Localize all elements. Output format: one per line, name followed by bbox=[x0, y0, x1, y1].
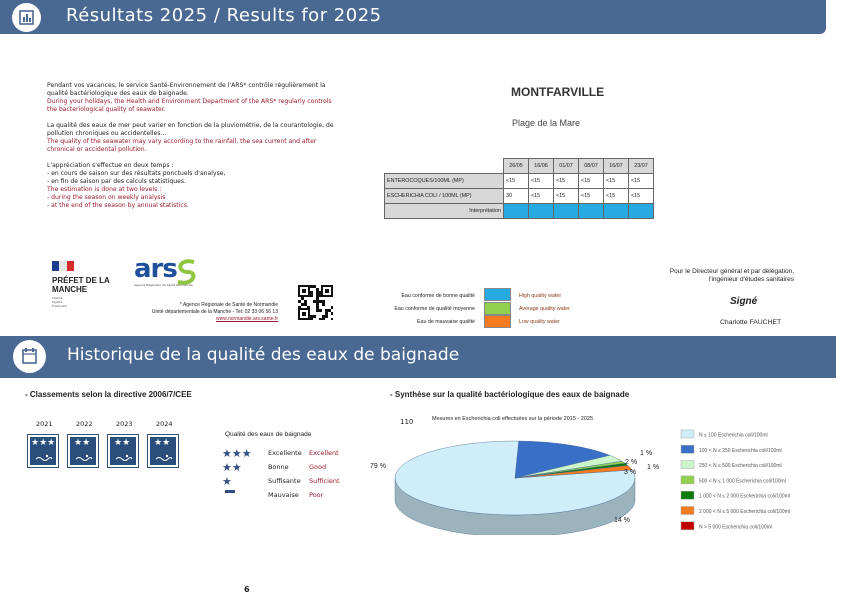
legend-label: N ≤ 100 Escherichia coli/100ml bbox=[699, 432, 768, 439]
star-icon: ★★★ bbox=[222, 447, 252, 460]
star-icon: ★★ bbox=[154, 438, 171, 448]
legend-label: 250 < N ≤ 500 Escherichia coli/100ml bbox=[699, 463, 782, 470]
date-header: 01/07 bbox=[554, 159, 579, 174]
classement-medal-2023 bbox=[107, 434, 139, 468]
intro-fr-3a: L'appréciation s'effectue en deux temps : bbox=[47, 162, 174, 169]
key-fr: Bonne bbox=[268, 463, 289, 471]
calendar-icon bbox=[13, 340, 46, 373]
table-row bbox=[385, 174, 654, 189]
swimmer-icon bbox=[75, 454, 93, 462]
year-label: 2022 bbox=[76, 420, 93, 428]
interpretation-cell bbox=[529, 204, 554, 219]
interpretation-label: Interprétation bbox=[385, 204, 504, 219]
pie-percent-label: 1 % bbox=[647, 464, 660, 471]
intro-fr-2: La qualité des eaux de mer peut varier en fonction de la pluviométrie, de la courantologie, de pollution chroniques ou accidentelles... bbox=[47, 122, 334, 137]
year-label: 2023 bbox=[116, 420, 133, 428]
key-en: Good bbox=[309, 463, 327, 471]
year-label: 2024 bbox=[156, 420, 173, 428]
legend-en-average: Average quality water bbox=[519, 306, 570, 312]
legend-swatch bbox=[681, 430, 694, 438]
star-icon: ★★ bbox=[114, 438, 131, 448]
prefet-motto: Liberté Égalité Fraternité bbox=[52, 296, 67, 308]
legend-swatch-low bbox=[484, 315, 511, 328]
table-cell: <15 bbox=[629, 189, 654, 204]
classement-medal-2024 bbox=[147, 434, 179, 468]
page-title: Résultats 2025 / Results for 2025 bbox=[66, 5, 382, 26]
legend-swatch bbox=[681, 491, 694, 499]
table-header-row bbox=[385, 159, 654, 174]
legend-label: 1 000 < N ≤ 2 000 Escherichia coli/100ml bbox=[699, 493, 790, 500]
legend-label: N > 5 000 Escherichia coli/100ml bbox=[699, 524, 772, 531]
pie-percent-label: 79 % bbox=[370, 463, 386, 470]
swimmer-icon bbox=[155, 454, 173, 462]
classements-title: - Classements selon la directive 2006/7/CEE bbox=[25, 390, 192, 399]
interpretation-cell bbox=[504, 204, 529, 219]
legend-label: 500 < N ≤ 1 000 Escherichia coli/100ml bbox=[699, 478, 786, 485]
legend-en-low: Low quality water bbox=[519, 319, 560, 325]
legend-swatch bbox=[681, 445, 694, 453]
table-row bbox=[385, 189, 654, 204]
pie-percent-label: 2 % bbox=[625, 459, 638, 466]
row-label: ENTEROCOQUES/100ML (MP) bbox=[385, 174, 504, 189]
key-en: Sufficient bbox=[309, 477, 340, 485]
measurement-count: 110 bbox=[400, 418, 414, 426]
table-cell: <15 bbox=[579, 174, 604, 189]
intro-en-1: During your holidays, the Health and Environment Department of the ARS* regularly controls the bacteriological quality of seawater. bbox=[47, 98, 332, 113]
interpretation-cell bbox=[579, 204, 604, 219]
intro-en-3b: - during the season on weekly analysis bbox=[47, 194, 166, 201]
ars-logo bbox=[134, 256, 202, 292]
key-fr: Mauvaise bbox=[268, 491, 299, 499]
commune-name: MONTFARVILLE bbox=[511, 85, 605, 99]
table-cell: <15 bbox=[529, 189, 554, 204]
chart-subtitle: Mesures en Escherichia coli effectuées sur la période 2015 - 2025 bbox=[432, 416, 594, 422]
ars-website-link[interactable]: www.normandie.ars.sante.fr bbox=[216, 316, 278, 322]
history-title: Historique de la qualité des eaux de baignade bbox=[67, 345, 460, 365]
footnote bbox=[116, 302, 278, 323]
star-icon: ★★ bbox=[74, 438, 91, 448]
table-cell: <15 bbox=[604, 174, 629, 189]
key-fr: Excellente bbox=[268, 449, 302, 457]
signature-block bbox=[618, 268, 794, 284]
star-icon: ★★★ bbox=[31, 438, 56, 448]
legend-swatch bbox=[681, 507, 694, 515]
prefet-name: PRÉFET DE LA MANCHE bbox=[52, 276, 110, 294]
year-label: 2021 bbox=[36, 420, 53, 428]
intro-en-3c: - at the end of the season by annual statistics. bbox=[47, 202, 189, 209]
signatory-name: Charlotte FAUCHET bbox=[720, 319, 782, 326]
date-header: 16/06 bbox=[529, 159, 554, 174]
interpretation-row bbox=[385, 204, 654, 219]
synthese-title: - Synthèse sur la qualité bactériologique des eaux de baignade bbox=[390, 390, 630, 399]
table-cell: <15 bbox=[529, 174, 554, 189]
legend-swatch bbox=[681, 461, 694, 469]
results-table bbox=[384, 158, 654, 219]
footnote-line-2: Unité départementale de la Manche - Tel: 02 33 06 56 13 bbox=[151, 309, 278, 315]
table-cell: <15 bbox=[579, 189, 604, 204]
table-cell: 30 bbox=[504, 189, 529, 204]
legend-label: 100 < N ≤ 250 Escherichia coli/100ml bbox=[699, 447, 782, 454]
star-icon: ★★ bbox=[222, 461, 242, 474]
quality-key-title: Qualité des eaux de baignade bbox=[225, 431, 312, 438]
star-icon: ★ bbox=[222, 475, 232, 488]
prefet-logo bbox=[52, 256, 124, 306]
legend-swatch-average bbox=[484, 302, 511, 315]
dash-icon bbox=[225, 490, 235, 493]
pie-chart bbox=[360, 425, 830, 535]
legend-swatch bbox=[681, 476, 694, 484]
pie-percent-label: 1 % bbox=[640, 450, 653, 457]
swimmer-icon bbox=[35, 454, 53, 462]
intro-fr-3c: - en fin de saison par des calculs statistiques. bbox=[47, 178, 186, 185]
pie-percent-label: 14 % bbox=[614, 517, 630, 524]
legend-label: 2 000 < N ≤ 5 000 Escherichia coli/100ml bbox=[699, 509, 790, 515]
table-cell: <15 bbox=[629, 174, 654, 189]
page-number: 6 bbox=[244, 585, 250, 594]
qr-code[interactable] bbox=[298, 285, 333, 320]
date-header: 23/07 bbox=[629, 159, 654, 174]
chart-icon bbox=[12, 3, 41, 32]
intro-fr-1: Pendant vos vacances, le service Santé-Environnement de l'ARS* contrôle régulièrement la qualité bactériologique des eaux de baignade. bbox=[47, 82, 326, 97]
ars-subtitle: Agence Régionale de Santé Normandie bbox=[134, 283, 193, 287]
classement-medal-2021 bbox=[27, 434, 59, 468]
classement-medal-2022 bbox=[67, 434, 99, 468]
key-fr: Suffisante bbox=[268, 477, 301, 485]
ars-wordmark: ars bbox=[134, 254, 177, 284]
pie-percent-label: 3 % bbox=[624, 469, 637, 476]
results-header-band bbox=[0, 0, 826, 34]
interpretation-cell bbox=[604, 204, 629, 219]
date-header: 26/05 bbox=[504, 159, 529, 174]
legend-fr-low: Eau de mauvaise qualité bbox=[416, 319, 475, 325]
signature-line-1: Pour le Directeur général et par délégation, bbox=[669, 268, 794, 275]
date-header: 16/07 bbox=[604, 159, 629, 174]
interpretation-cell bbox=[629, 204, 654, 219]
history-header-band bbox=[0, 336, 836, 378]
key-en: Excellent bbox=[309, 449, 339, 457]
table-cell: <15 bbox=[554, 189, 579, 204]
footnote-line-1: * Agence Régionale de Santé de Normandie bbox=[179, 302, 278, 308]
intro-text bbox=[47, 82, 339, 210]
table-cell: <15 bbox=[554, 174, 579, 189]
key-en: Poor bbox=[309, 491, 324, 499]
ars-swoosh-icon bbox=[174, 258, 198, 286]
intro-en-2: The quality of the seawater may vary according to the rainfall, the sea current and after chronical or accidental pollution. bbox=[47, 138, 317, 153]
table-cell: <15 bbox=[604, 189, 629, 204]
legend-swatch-high bbox=[484, 288, 511, 301]
date-header: 08/07 bbox=[579, 159, 604, 174]
signature-line-2: l'ingénieur d'études sanitaires bbox=[708, 276, 794, 283]
intro-en-3a: The estimation is done at two levels : bbox=[47, 186, 162, 193]
marianne-flag-icon bbox=[52, 261, 74, 271]
swimmer-icon bbox=[115, 454, 133, 462]
legend-en-high: High quality water bbox=[519, 293, 562, 299]
beach-name: Plage de la Mare bbox=[512, 118, 581, 128]
intro-fr-3b: - en cours de saison sur des résultats ponctuels d'analyse, bbox=[47, 170, 226, 177]
legend-fr-high: Eau conforme de bonne qualité bbox=[401, 293, 475, 299]
table-cell: <15 bbox=[504, 174, 529, 189]
legend-swatch bbox=[681, 522, 694, 530]
interpretation-cell bbox=[554, 204, 579, 219]
signature-signed: Signé bbox=[730, 296, 758, 307]
legend-fr-average: Eau conforme de qualité moyenne bbox=[394, 306, 475, 312]
row-label: ESCHERICHIA COLI / 100ML (MP) bbox=[385, 189, 504, 204]
